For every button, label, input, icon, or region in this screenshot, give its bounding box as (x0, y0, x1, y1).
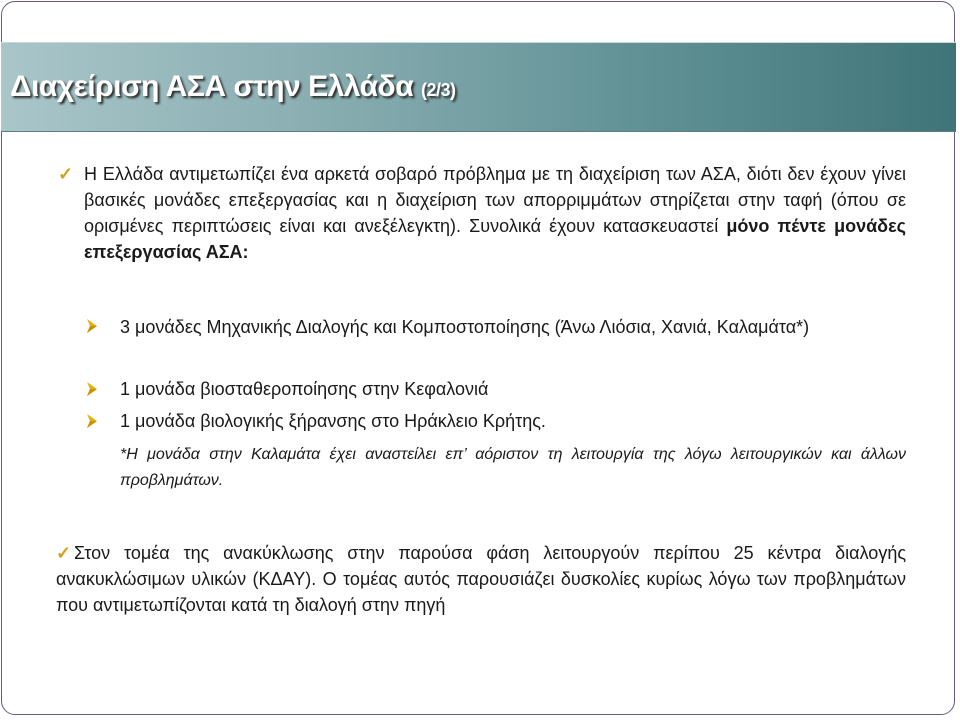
arrow-bullet-icon (86, 412, 102, 430)
intro-bold-text: μόνο πέντε μονάδες επεξεργασίας ΑΣΑ: (84, 216, 906, 262)
recycling-paragraph: Στον τομέα της ανακύκλωσης στην παρούσα φάση λειτουργούν περίπου 25 κέντρα διαλογής ανακυκλώσιμων υλικών (ΚΔΑΥ). Ο τομέας αυτός παρουσιάζει δυσκολίες κυρίως λόγω των προβλημάτων που αντιμετωπίζονται κατά τη διαλογή στην πηγή (56, 543, 906, 615)
bullet-item: 3 μονάδες Μηχανικής Διαλογής και Κομποστοποίησης (Άνω Λιόσια, Χανιά, Καλαμάτα*) (120, 317, 810, 337)
intro-paragraph (84, 161, 906, 265)
checkmark-icon: ✓ (56, 543, 72, 563)
title-counter: (2/3) (421, 80, 456, 100)
intro-text: Η Ελλάδα αντιμετωπίζει ένα αρκετά σοβαρό πρόβλημα με τη διαχείριση των ΑΣΑ, διότι δεν έχουν γίνει βασικές μονάδες επεξεργασίας και η διαχείριση των απορριμμάτων στηρίζεται στην ταφή (όπου σε ορισμένες περιπτώσεις είναι και ανεξέλεγκτη). Συνολικά έχουν κατασκευαστεί (84, 164, 906, 236)
arrow-bullet-icon (86, 380, 102, 398)
arrow-bullet-icon (86, 317, 102, 335)
footnote: *Η μονάδα στην Καλαμάτα έχει αναστείλει επ’ αόριστον τη λειτουργία της λόγω λειτουργικών και άλλων προβλημάτων. (120, 446, 906, 489)
title-main: Διαχείριση ΑΣΑ στην Ελλάδα (10, 70, 414, 103)
bullet-item: 1 μονάδα βιολογικής ξήρανσης στο Ηράκλειο Κρήτης. (120, 411, 546, 431)
bullet-item: 1 μονάδα βιοσταθεροποίησης στην Κεφαλονιά (120, 379, 489, 399)
checkmark-icon: ✓ (58, 164, 74, 184)
